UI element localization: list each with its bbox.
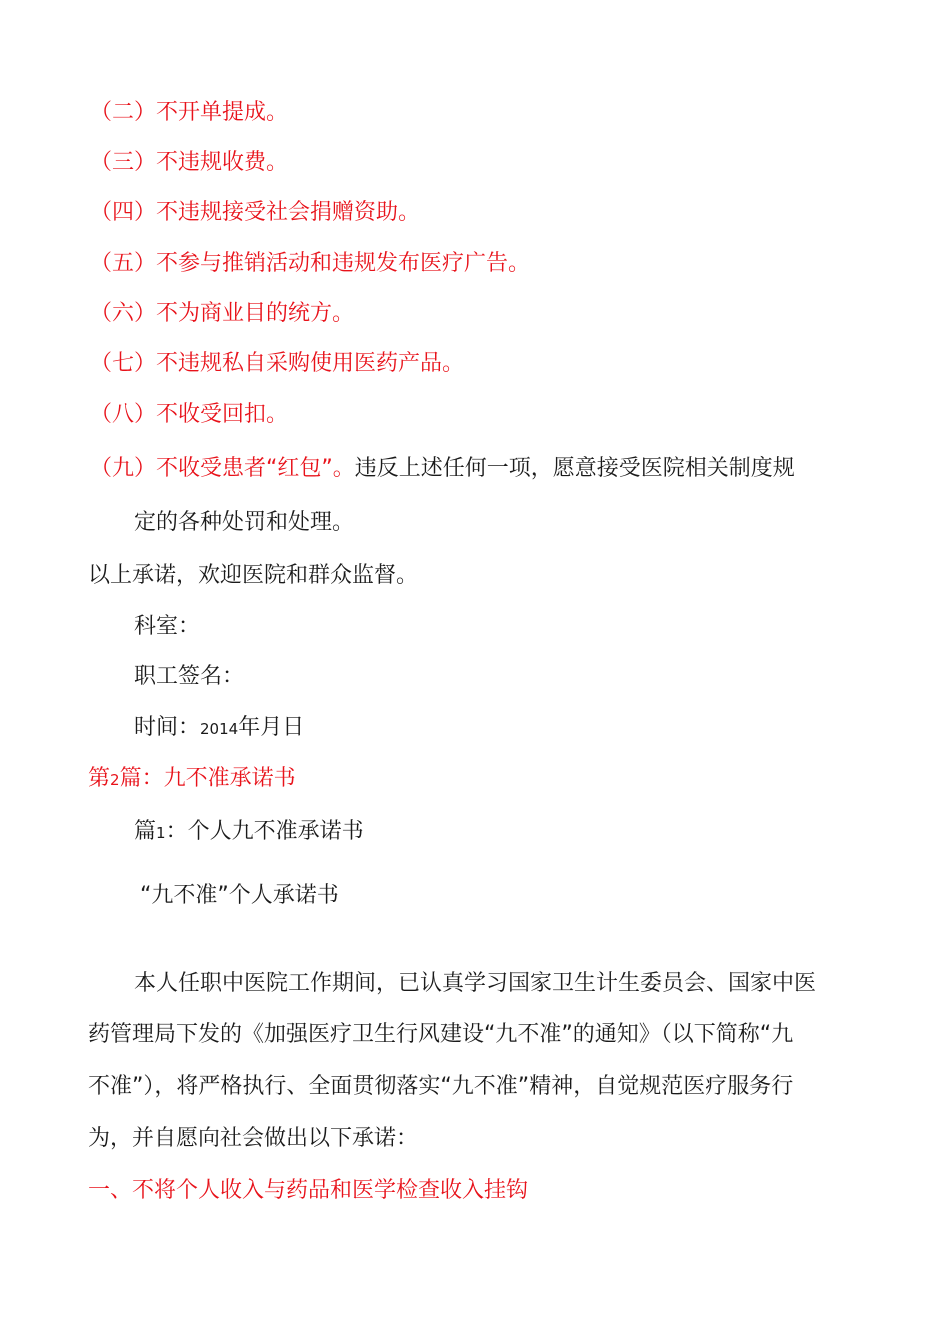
date-rest: 年月日 [238, 715, 305, 740]
section-heading [88, 764, 296, 795]
list-item-2: （二）不开单提成。 [90, 100, 289, 125]
list-item-4: （四）不违规接受社会捐赠资助。 [90, 200, 421, 225]
closing-statement: 以上承诺，欢迎医院和群众监督。 [88, 563, 419, 588]
signature-label: 职工签名： [134, 664, 245, 689]
sub-article-rest: ：个人九不准承诺书 [165, 819, 364, 844]
section-heading-rest: 篇：九不准承诺书 [119, 766, 296, 791]
document-title: “九不准”个人承诺书 [140, 883, 339, 908]
list-item-8: （八）不收受回扣。 [90, 402, 289, 427]
sub-article-heading [134, 817, 364, 848]
department-label: 科室： [134, 614, 201, 639]
date-line [134, 713, 304, 744]
paragraph-line-3: 不准”），将严格执行、全面贯彻落实“九不准”精神，自觉规范医疗服务行 [88, 1074, 794, 1099]
section-heading-prefix: 第 [88, 766, 111, 791]
section-heading-number: 2 [110, 771, 120, 789]
list-item-9-text: （九）不收受患者“红包”。 [90, 456, 355, 481]
heading-one: 一、不将个人收入与药品和医学检查收入挂钩 [88, 1178, 529, 1203]
paragraph-line-1: 本人任职中医院工作期间，已认真学习国家卫生计生委员会、国家中医 [134, 971, 817, 996]
sub-article-prefix: 篇 [134, 819, 157, 844]
list-item-3: （三）不违规收费。 [90, 150, 289, 175]
list-item-5: （五）不参与推销活动和违规发布医疗广告。 [90, 251, 531, 276]
list-item-9-continuation: 违反上述任何一项，愿意接受医院相关制度规 [354, 456, 795, 481]
paragraph-line-2: 药管理局下发的《加强医疗卫生行风建设“九不准”的通知》（以下简称“九 [88, 1022, 794, 1047]
date-year: 2014 [200, 720, 239, 738]
sub-article-number: 1 [156, 824, 166, 842]
list-item-7: （七）不违规私自采购使用医药产品。 [90, 351, 465, 376]
date-label: 时间： [134, 715, 201, 740]
list-item-9 [90, 454, 795, 484]
list-item-9-wrap: 定的各种处罚和处理。 [134, 510, 355, 535]
list-item-6: （六）不为商业目的统方。 [90, 301, 355, 326]
paragraph-line-4: 为，并自愿向社会做出以下承诺： [88, 1126, 419, 1151]
